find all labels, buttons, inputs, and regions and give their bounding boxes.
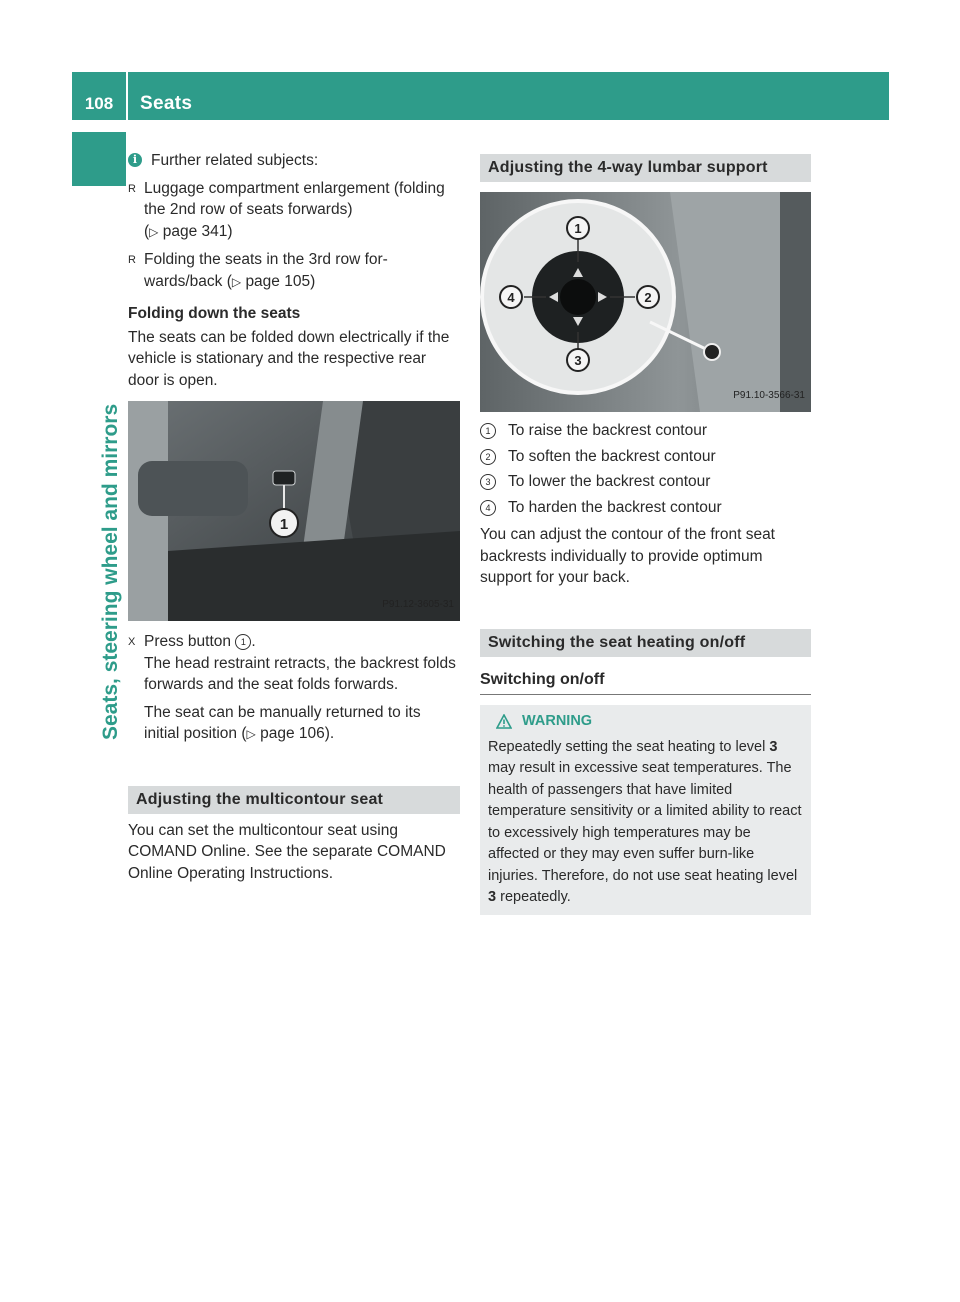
warning-level: 3 <box>488 889 497 905</box>
page-ref-text: page 341 <box>162 222 228 240</box>
page-ref-arrow-icon: ▷ <box>231 274 242 289</box>
legend-text: To lower the backrest contour <box>508 473 711 490</box>
page-ref-arrow-icon: ▷ <box>149 224 159 239</box>
left-column <box>128 150 460 884</box>
lumbar-heading: Adjusting the 4-way lumbar support <box>480 154 811 182</box>
related-item <box>128 178 460 244</box>
step-period: . <box>251 633 256 650</box>
ref-close: ). <box>324 725 335 742</box>
sidebar-title-text: Seats, steering wheel and mirrors <box>99 403 122 740</box>
page-reference-link[interactable] <box>227 273 316 290</box>
page-reference-link[interactable] <box>144 223 233 240</box>
step-arrow-icon: X <box>128 636 136 648</box>
header-divider <box>126 72 128 120</box>
multicontour-heading: Adjusting the multicontour seat <box>128 786 460 814</box>
fold-intro: The seats can be folded down electrically if the vehicle is stationary and the respective rear door is open. <box>128 328 450 389</box>
page-ref-arrow-icon: ▷ <box>246 727 256 741</box>
legend-text: To harden the backrest contour <box>508 498 722 516</box>
callout-1: 1 <box>235 634 251 650</box>
seat-fold-illustration <box>128 401 460 621</box>
step-result: The head restraint retracts, the backrest folds forwards and the seat folds forwards. <box>144 654 456 693</box>
photo-callout-1: 1 <box>279 516 289 533</box>
callout-3: 3 <box>480 474 496 490</box>
legend-text: To raise the backrest contour <box>508 422 708 439</box>
ref-close: ) <box>227 222 233 240</box>
warning-text-part: repeatedly. <box>500 889 571 905</box>
photo-code: P91.10-3566-31 <box>733 389 805 401</box>
related-item-label: Folding the seats in the 3rd row for-wards/back <box>144 251 388 290</box>
callout-4: 4 <box>480 500 496 516</box>
legend-item <box>480 420 811 442</box>
lumbar-legend <box>480 420 811 518</box>
manual-text: The seat can be manually returned to its initial position <box>144 703 421 742</box>
lumbar-photo <box>480 192 811 412</box>
lumbar-illustration <box>480 192 811 412</box>
warning-header <box>496 711 803 733</box>
photo-callout-1: 1 <box>574 221 582 236</box>
legend-item <box>480 471 811 493</box>
step-press-button <box>128 631 460 696</box>
photo-code: P91.12-3605-31 <box>382 598 454 610</box>
related-item-text <box>144 178 460 244</box>
page-ref-text: page 106 <box>260 725 325 742</box>
warning-level: 3 <box>769 738 778 755</box>
warning-text <box>488 737 803 909</box>
related-item-label: Luggage compartment enlargement (folding the 2nd row of seats forwards) <box>144 179 445 218</box>
fold-heading: Folding down the seats <box>128 305 301 322</box>
warning-triangle-icon <box>496 714 512 729</box>
step-body <box>144 631 460 696</box>
right-column <box>480 154 811 915</box>
bullet-r-icon: R <box>128 182 136 195</box>
ref-open: ( <box>144 222 150 240</box>
ref-open: ( <box>241 725 247 742</box>
lumbar-text: You can adjust the contour of the front seat backrests individually to provide optimum support for your back. <box>480 526 775 586</box>
ref-close: ) <box>310 272 316 290</box>
callout-1: 1 <box>480 423 496 439</box>
warning-text-part: Repeatedly setting the seat heating to level <box>488 738 766 755</box>
legend-text: To soften the backrest contour <box>508 447 716 465</box>
seat-fold-photo <box>128 401 460 621</box>
header-bar <box>72 72 889 120</box>
photo-callout-2: 2 <box>644 290 652 305</box>
legend-item <box>480 497 811 519</box>
warning-text-part: may result in excessive seat temperatures. The health of passengers that have limited temperature sensitivity or a limited ability to react to excessively high temperatures may be affected or they may even suffer burn-like injuries. Therefore, do not use seat heating level <box>488 760 802 884</box>
page-number: 108 <box>84 94 114 113</box>
sidebar-marker <box>72 132 126 186</box>
callout-2: 2 <box>480 449 496 465</box>
related-item <box>128 249 460 293</box>
info-note <box>128 150 460 172</box>
legend-item <box>480 446 811 468</box>
bullet-r-icon: R <box>128 254 136 266</box>
related-item-text <box>144 249 460 293</box>
manual-return <box>144 702 460 746</box>
warning-title: WARNING <box>522 713 593 729</box>
heating-heading: Switching the seat heating on/off <box>480 629 811 657</box>
page-title: Seats <box>140 93 193 114</box>
ref-open: ( <box>226 272 232 290</box>
warning-box <box>480 705 811 915</box>
multicontour-text: You can set the multicontour seat using COMAND Online. See the separate COMAND Online Operating Instructions. <box>128 821 446 882</box>
photo-callout-3: 3 <box>574 353 582 368</box>
photo-callout-4: 4 <box>507 290 515 305</box>
page-reference-link[interactable] <box>241 725 334 742</box>
info-icon: i <box>128 153 142 167</box>
heating-subheading: Switching on/off <box>480 669 811 696</box>
step-text: Press button <box>144 633 232 650</box>
page-ref-text: page 105 <box>245 272 311 290</box>
info-intro: Further related subjects: <box>151 152 319 169</box>
